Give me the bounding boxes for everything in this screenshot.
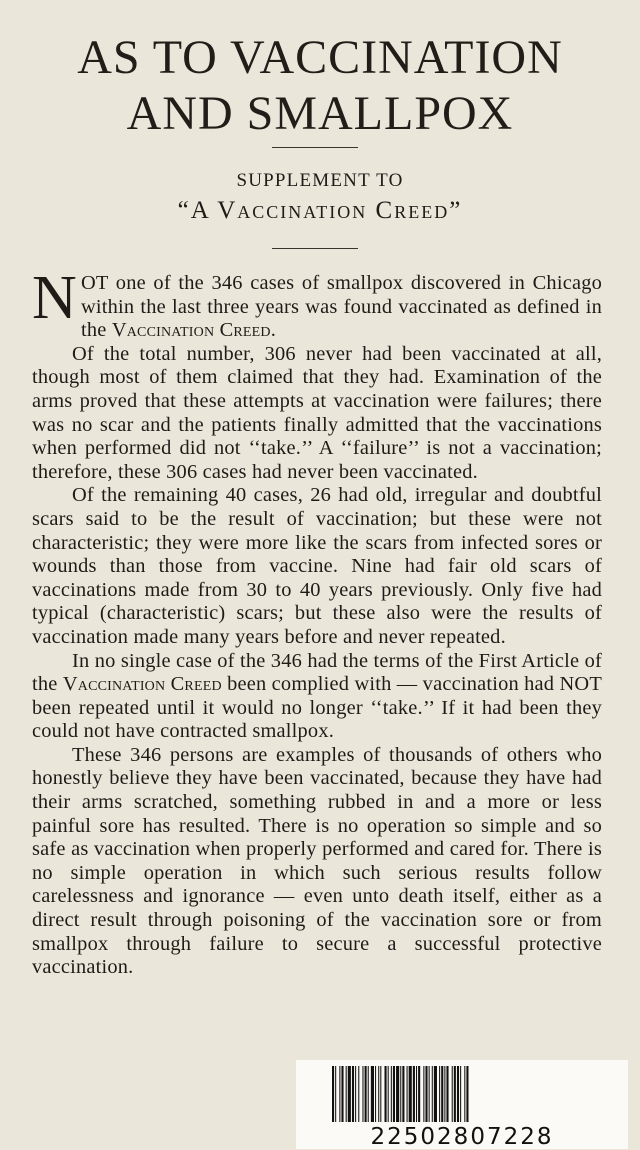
paragraph-1-end: . <box>270 319 277 342</box>
paragraph-4 <box>32 650 602 744</box>
barcode-number: 22502807228 <box>370 1124 554 1150</box>
supplement-label: SUPPLEMENT TO <box>236 170 404 191</box>
article-body <box>32 264 602 980</box>
paragraph-2: Of the total number, 306 never had been vaccinated at all, though most of them claimed that they had. Examination of the arms proved that these attempts at vaccination were failures; there was no scar and the patients finally admitted that the vaccinations when performed did not ‘‘take.’’ A ‘‘failure’’ is not a vaccination; therefore, these 306 cases had never been vaccinated. <box>32 342 602 483</box>
paragraph-1-text: OT one of the 346 cases of smallpox discovered in Chicago within the last three years was found vaccinated as defined in the <box>80 272 602 342</box>
creed-subtitle: “A Vaccination Creed” <box>177 197 463 224</box>
vaccination-creed-ref-1: Vaccination Creed <box>111 319 271 342</box>
drop-cap: N <box>32 264 77 332</box>
paragraph-1 <box>32 264 602 343</box>
title-line-1: AS TO VACCINATION <box>77 31 563 84</box>
title-line-2: AND SMALLPOX <box>126 87 514 140</box>
divider-rule-top <box>272 147 358 148</box>
paragraph-3: Of the remaining 40 cases, 26 had old, irregular and doubtful scars said to be the result of vaccination; but these were not characteristic; they were more like the scars from infected sores or wounds than those from vaccine. Nine had fair old scars of vaccinations made from 30 to 40 years previously. Only five had typical (characteristic) scars; but these also were the results of vaccination made many years before and never repeated. <box>32 484 602 648</box>
vaccination-creed-ref-2: Vaccination Creed <box>62 673 222 696</box>
page-title <box>0 30 640 142</box>
library-barcode-label <box>296 1060 628 1149</box>
paragraph-5: These 346 persons are examples of thousands of others who honestly believe they have been vaccinated, because they have had their arms scratched, something rubbed in and a more or less painful sore has resulted. There is no operation so simple and so safe as vaccination when properly performed and cared for. There is no simple operation in which such serious results follow carelessness and ignorance — even unto death itself, either as a direct result through poisoning of the vaccination sore or from smallpox through failure to secure a successful protective vaccination. <box>32 743 602 979</box>
paragraph-4-end: been complied with — vaccination had NOT been repeated until it would no longer ‘‘take.’’ If it had been they could not have contracted smallpox. <box>32 673 602 743</box>
barcode-icon <box>332 1066 608 1122</box>
divider-rule-bottom <box>272 248 358 249</box>
paragraph-4-start: In no single case of the 346 had the terms of the First Article of the <box>32 649 602 696</box>
